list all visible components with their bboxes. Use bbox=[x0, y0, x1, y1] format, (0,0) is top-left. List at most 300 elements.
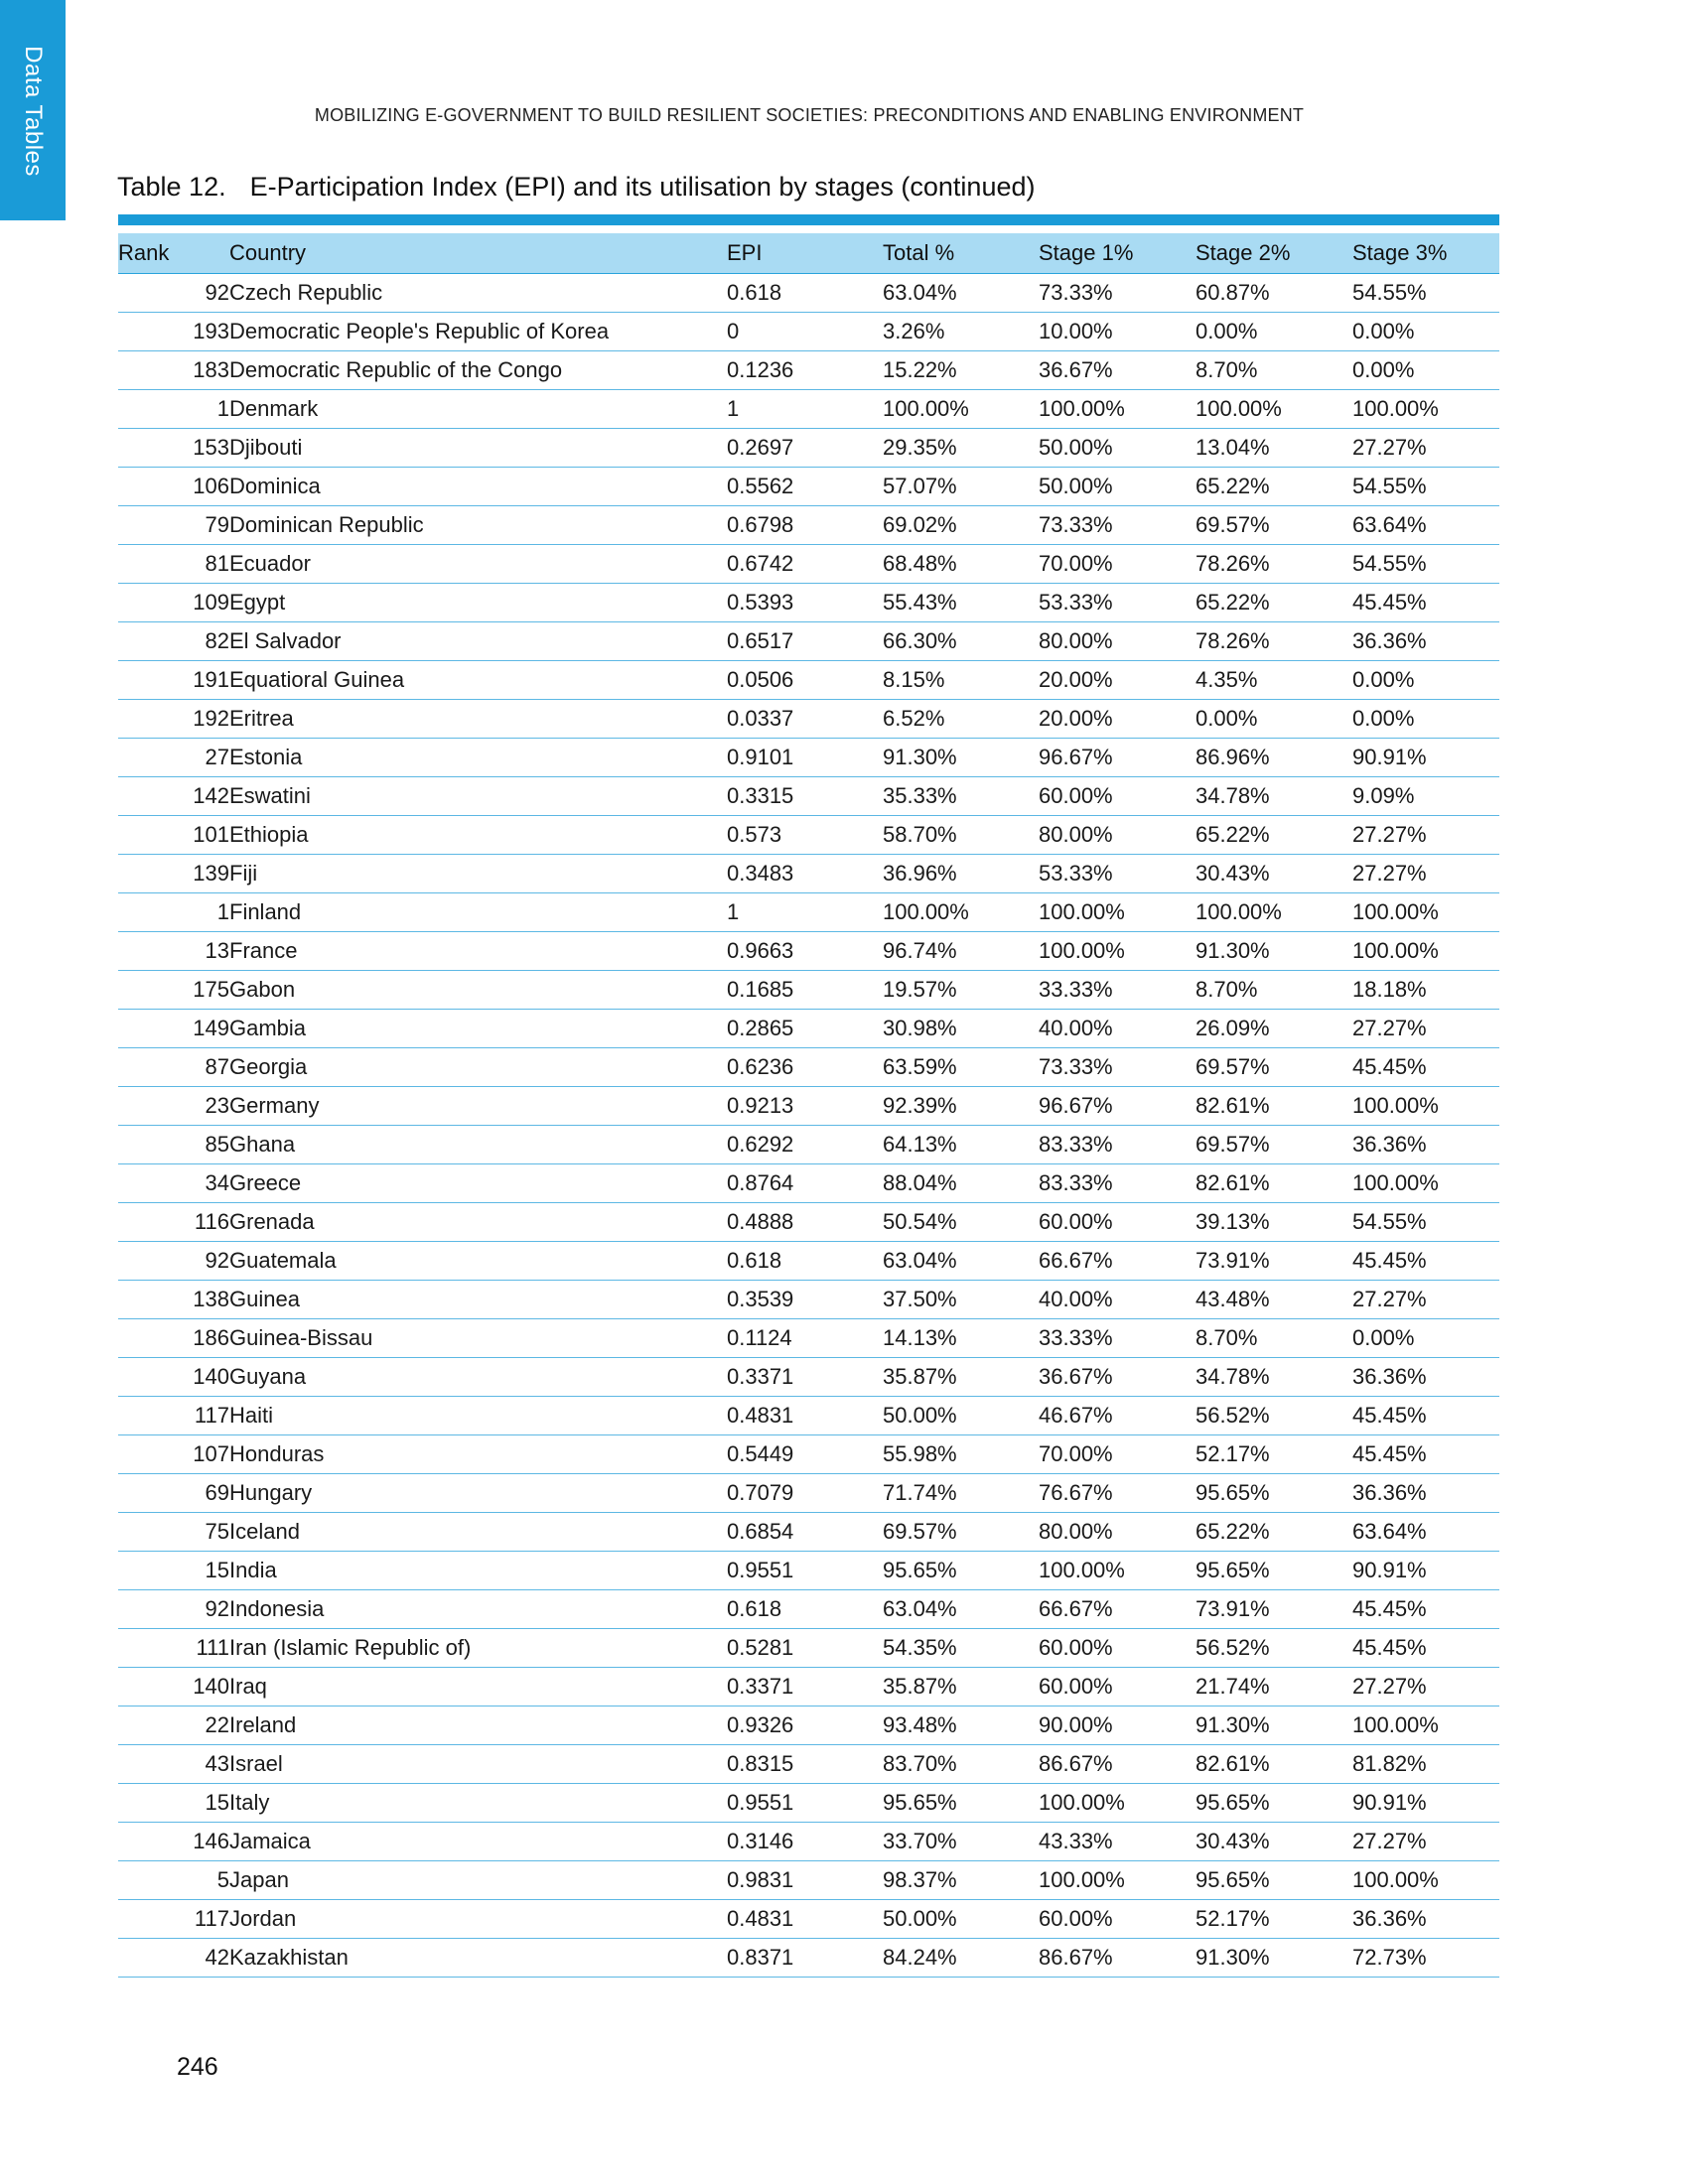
table-row bbox=[118, 1319, 1499, 1358]
table-row bbox=[118, 971, 1499, 1010]
stage-3-cell: 45.45% bbox=[1352, 584, 1499, 622]
stage-1-cell: 66.67% bbox=[1039, 1242, 1196, 1281]
country-cell: Ethiopia bbox=[229, 816, 727, 855]
table-row bbox=[118, 1552, 1499, 1590]
country-cell: Ecuador bbox=[229, 545, 727, 584]
country-cell: Hungary bbox=[229, 1474, 727, 1513]
stage-1-cell: 33.33% bbox=[1039, 1319, 1196, 1358]
country-cell: Finland bbox=[229, 893, 727, 932]
table-row bbox=[118, 855, 1499, 893]
stage-3-cell: 9.09% bbox=[1352, 777, 1499, 816]
running-head: MOBILIZING E-GOVERNMENT TO BUILD RESILIENT SOCIETIES: PRECONDITIONS AND ENABLING ENVIRONMENT bbox=[314, 105, 1305, 125]
total-cell: 63.04% bbox=[883, 274, 1039, 313]
rank-cell: 175 bbox=[118, 971, 229, 1010]
table-row bbox=[118, 1242, 1499, 1281]
stage-2-cell: 0.00% bbox=[1196, 313, 1352, 351]
total-cell: 54.35% bbox=[883, 1629, 1039, 1668]
rank-cell: 191 bbox=[118, 661, 229, 700]
table-row bbox=[118, 1590, 1499, 1629]
rank-cell: 1 bbox=[118, 893, 229, 932]
stage-3-cell: 0.00% bbox=[1352, 351, 1499, 390]
table-row bbox=[118, 274, 1499, 313]
stage-1-cell: 60.00% bbox=[1039, 1629, 1196, 1668]
stage-3-cell: 100.00% bbox=[1352, 1706, 1499, 1745]
rank-cell: 149 bbox=[118, 1010, 229, 1048]
epi-cell: 0.573 bbox=[727, 816, 883, 855]
country-cell: Indonesia bbox=[229, 1590, 727, 1629]
rank-cell: 82 bbox=[118, 622, 229, 661]
total-cell: 35.33% bbox=[883, 777, 1039, 816]
total-cell: 15.22% bbox=[883, 351, 1039, 390]
epi-cell: 0.8315 bbox=[727, 1745, 883, 1784]
stage-1-cell: 60.00% bbox=[1039, 777, 1196, 816]
epi-cell: 0.3146 bbox=[727, 1823, 883, 1861]
table-row bbox=[118, 1048, 1499, 1087]
table-row bbox=[118, 932, 1499, 971]
header-country: Country bbox=[229, 233, 727, 274]
country-cell: Czech Republic bbox=[229, 274, 727, 313]
stage-2-cell: 34.78% bbox=[1196, 1358, 1352, 1397]
total-cell: 63.04% bbox=[883, 1242, 1039, 1281]
total-cell: 69.57% bbox=[883, 1513, 1039, 1552]
epi-cell: 0.5281 bbox=[727, 1629, 883, 1668]
table-row bbox=[118, 1164, 1499, 1203]
table-row bbox=[118, 739, 1499, 777]
total-cell: 66.30% bbox=[883, 622, 1039, 661]
epi-cell: 0.5393 bbox=[727, 584, 883, 622]
country-cell: Haiti bbox=[229, 1397, 727, 1435]
table-row bbox=[118, 661, 1499, 700]
country-cell: Kazakhistan bbox=[229, 1939, 727, 1978]
epi-cell: 0.0337 bbox=[727, 700, 883, 739]
stage-1-cell: 20.00% bbox=[1039, 700, 1196, 739]
total-cell: 36.96% bbox=[883, 855, 1039, 893]
table-row bbox=[118, 1823, 1499, 1861]
stage-1-cell: 10.00% bbox=[1039, 313, 1196, 351]
header-stage-1: Stage 1% bbox=[1039, 233, 1196, 274]
total-cell: 71.74% bbox=[883, 1474, 1039, 1513]
total-cell: 50.00% bbox=[883, 1397, 1039, 1435]
table-row bbox=[118, 1629, 1499, 1668]
stage-2-cell: 95.65% bbox=[1196, 1784, 1352, 1823]
section-tab bbox=[0, 0, 66, 220]
epi-cell: 0.618 bbox=[727, 1590, 883, 1629]
stage-2-cell: 56.52% bbox=[1196, 1629, 1352, 1668]
stage-2-cell: 65.22% bbox=[1196, 1513, 1352, 1552]
total-cell: 55.98% bbox=[883, 1435, 1039, 1474]
stage-1-cell: 100.00% bbox=[1039, 932, 1196, 971]
stage-3-cell: 18.18% bbox=[1352, 971, 1499, 1010]
table-row bbox=[118, 1900, 1499, 1939]
total-cell: 88.04% bbox=[883, 1164, 1039, 1203]
stage-3-cell: 100.00% bbox=[1352, 1164, 1499, 1203]
stage-2-cell: 82.61% bbox=[1196, 1087, 1352, 1126]
total-cell: 55.43% bbox=[883, 584, 1039, 622]
stage-1-cell: 100.00% bbox=[1039, 1552, 1196, 1590]
stage-1-cell: 100.00% bbox=[1039, 1861, 1196, 1900]
stage-1-cell: 80.00% bbox=[1039, 816, 1196, 855]
stage-1-cell: 70.00% bbox=[1039, 545, 1196, 584]
country-cell: Guinea bbox=[229, 1281, 727, 1319]
table-row bbox=[118, 1203, 1499, 1242]
table-row bbox=[118, 429, 1499, 468]
rank-cell: 85 bbox=[118, 1126, 229, 1164]
country-cell: Djibouti bbox=[229, 429, 727, 468]
rank-cell: 5 bbox=[118, 1861, 229, 1900]
stage-1-cell: 66.67% bbox=[1039, 1590, 1196, 1629]
total-cell: 50.54% bbox=[883, 1203, 1039, 1242]
rank-cell: 101 bbox=[118, 816, 229, 855]
total-cell: 64.13% bbox=[883, 1126, 1039, 1164]
country-cell: Iceland bbox=[229, 1513, 727, 1552]
header-stage-2: Stage 2% bbox=[1196, 233, 1352, 274]
stage-1-cell: 73.33% bbox=[1039, 1048, 1196, 1087]
stage-2-cell: 34.78% bbox=[1196, 777, 1352, 816]
rank-cell: 92 bbox=[118, 274, 229, 313]
stage-3-cell: 100.00% bbox=[1352, 893, 1499, 932]
rank-cell: 146 bbox=[118, 1823, 229, 1861]
header-total: Total % bbox=[883, 233, 1039, 274]
rank-cell: 117 bbox=[118, 1397, 229, 1435]
total-cell: 33.70% bbox=[883, 1823, 1039, 1861]
stage-2-cell: 8.70% bbox=[1196, 971, 1352, 1010]
total-cell: 8.15% bbox=[883, 661, 1039, 700]
total-cell: 69.02% bbox=[883, 506, 1039, 545]
total-cell: 63.04% bbox=[883, 1590, 1039, 1629]
epi-cell: 0.9101 bbox=[727, 739, 883, 777]
stage-2-cell: 13.04% bbox=[1196, 429, 1352, 468]
stage-3-cell: 45.45% bbox=[1352, 1048, 1499, 1087]
table-row bbox=[118, 1784, 1499, 1823]
total-cell: 93.48% bbox=[883, 1706, 1039, 1745]
total-cell: 84.24% bbox=[883, 1939, 1039, 1978]
epi-cell: 0.9663 bbox=[727, 932, 883, 971]
total-cell: 100.00% bbox=[883, 390, 1039, 429]
stage-3-cell: 36.36% bbox=[1352, 622, 1499, 661]
rank-cell: 27 bbox=[118, 739, 229, 777]
epi-cell: 0.8764 bbox=[727, 1164, 883, 1203]
table-number: Table 12. bbox=[117, 172, 226, 202]
stage-1-cell: 83.33% bbox=[1039, 1164, 1196, 1203]
stage-2-cell: 78.26% bbox=[1196, 622, 1352, 661]
stage-1-cell: 70.00% bbox=[1039, 1435, 1196, 1474]
rank-cell: 81 bbox=[118, 545, 229, 584]
country-cell: France bbox=[229, 932, 727, 971]
country-cell: Democratic People's Republic of Korea bbox=[229, 313, 727, 351]
rank-cell: 15 bbox=[118, 1552, 229, 1590]
stage-1-cell: 90.00% bbox=[1039, 1706, 1196, 1745]
stage-3-cell: 27.27% bbox=[1352, 429, 1499, 468]
stage-3-cell: 54.55% bbox=[1352, 274, 1499, 313]
stage-1-cell: 100.00% bbox=[1039, 1784, 1196, 1823]
total-cell: 37.50% bbox=[883, 1281, 1039, 1319]
stage-1-cell: 80.00% bbox=[1039, 622, 1196, 661]
country-cell: Gambia bbox=[229, 1010, 727, 1048]
stage-3-cell: 45.45% bbox=[1352, 1397, 1499, 1435]
title-rule bbox=[118, 214, 1499, 225]
stage-1-cell: 33.33% bbox=[1039, 971, 1196, 1010]
stage-3-cell: 0.00% bbox=[1352, 1319, 1499, 1358]
rank-cell: 111 bbox=[118, 1629, 229, 1668]
table-row bbox=[118, 700, 1499, 739]
section-tab-label: Data Tables bbox=[20, 46, 47, 177]
total-cell: 96.74% bbox=[883, 932, 1039, 971]
table-row bbox=[118, 468, 1499, 506]
stage-3-cell: 45.45% bbox=[1352, 1629, 1499, 1668]
stage-2-cell: 65.22% bbox=[1196, 816, 1352, 855]
country-cell: Germany bbox=[229, 1087, 727, 1126]
epi-cell: 0.9831 bbox=[727, 1861, 883, 1900]
total-cell: 63.59% bbox=[883, 1048, 1039, 1087]
epi-table bbox=[118, 233, 1499, 1978]
rank-cell: 69 bbox=[118, 1474, 229, 1513]
stage-2-cell: 100.00% bbox=[1196, 893, 1352, 932]
table-row bbox=[118, 1745, 1499, 1784]
stage-2-cell: 65.22% bbox=[1196, 584, 1352, 622]
stage-2-cell: 86.96% bbox=[1196, 739, 1352, 777]
country-cell: Democratic Republic of the Congo bbox=[229, 351, 727, 390]
stage-3-cell: 0.00% bbox=[1352, 313, 1499, 351]
country-cell: Guatemala bbox=[229, 1242, 727, 1281]
stage-2-cell: 78.26% bbox=[1196, 545, 1352, 584]
epi-cell: 1 bbox=[727, 893, 883, 932]
country-cell: Guinea-Bissau bbox=[229, 1319, 727, 1358]
table-row bbox=[118, 1706, 1499, 1745]
epi-cell: 0.6517 bbox=[727, 622, 883, 661]
stage-3-cell: 27.27% bbox=[1352, 1281, 1499, 1319]
header-rank: Rank bbox=[118, 233, 229, 274]
rank-cell: 75 bbox=[118, 1513, 229, 1552]
country-cell: Japan bbox=[229, 1861, 727, 1900]
stage-2-cell: 8.70% bbox=[1196, 351, 1352, 390]
stage-2-cell: 73.91% bbox=[1196, 1590, 1352, 1629]
stage-2-cell: 8.70% bbox=[1196, 1319, 1352, 1358]
epi-cell: 0.9551 bbox=[727, 1552, 883, 1590]
stage-2-cell: 43.48% bbox=[1196, 1281, 1352, 1319]
stage-2-cell: 30.43% bbox=[1196, 855, 1352, 893]
rank-cell: 92 bbox=[118, 1242, 229, 1281]
total-cell: 6.52% bbox=[883, 700, 1039, 739]
epi-cell: 0.6292 bbox=[727, 1126, 883, 1164]
stage-2-cell: 4.35% bbox=[1196, 661, 1352, 700]
table-row bbox=[118, 816, 1499, 855]
table-row bbox=[118, 584, 1499, 622]
country-cell: Dominican Republic bbox=[229, 506, 727, 545]
table-row bbox=[118, 1281, 1499, 1319]
epi-cell: 1 bbox=[727, 390, 883, 429]
epi-cell: 0.3371 bbox=[727, 1358, 883, 1397]
stage-1-cell: 50.00% bbox=[1039, 429, 1196, 468]
stage-3-cell: 45.45% bbox=[1352, 1242, 1499, 1281]
table-row bbox=[118, 313, 1499, 351]
stage-3-cell: 81.82% bbox=[1352, 1745, 1499, 1784]
epi-cell: 0.3483 bbox=[727, 855, 883, 893]
stage-3-cell: 27.27% bbox=[1352, 1823, 1499, 1861]
stage-2-cell: 30.43% bbox=[1196, 1823, 1352, 1861]
epi-cell: 0.6798 bbox=[727, 506, 883, 545]
total-cell: 3.26% bbox=[883, 313, 1039, 351]
table-body bbox=[118, 274, 1499, 1978]
stage-3-cell: 63.64% bbox=[1352, 1513, 1499, 1552]
header-epi: EPI bbox=[727, 233, 883, 274]
stage-3-cell: 36.36% bbox=[1352, 1900, 1499, 1939]
stage-1-cell: 40.00% bbox=[1039, 1281, 1196, 1319]
stage-3-cell: 54.55% bbox=[1352, 1203, 1499, 1242]
table-row bbox=[118, 1513, 1499, 1552]
total-cell: 58.70% bbox=[883, 816, 1039, 855]
rank-cell: 42 bbox=[118, 1939, 229, 1978]
stage-1-cell: 46.67% bbox=[1039, 1397, 1196, 1435]
stage-3-cell: 100.00% bbox=[1352, 1087, 1499, 1126]
stage-1-cell: 100.00% bbox=[1039, 390, 1196, 429]
rank-cell: 139 bbox=[118, 855, 229, 893]
rank-cell: 87 bbox=[118, 1048, 229, 1087]
country-cell: Jamaica bbox=[229, 1823, 727, 1861]
rank-cell: 192 bbox=[118, 700, 229, 739]
country-cell: Ghana bbox=[229, 1126, 727, 1164]
stage-3-cell: 27.27% bbox=[1352, 816, 1499, 855]
country-cell: El Salvador bbox=[229, 622, 727, 661]
rank-cell: 34 bbox=[118, 1164, 229, 1203]
stage-2-cell: 82.61% bbox=[1196, 1164, 1352, 1203]
epi-cell: 0.618 bbox=[727, 1242, 883, 1281]
stage-1-cell: 53.33% bbox=[1039, 584, 1196, 622]
epi-cell: 0.3371 bbox=[727, 1668, 883, 1706]
total-cell: 92.39% bbox=[883, 1087, 1039, 1126]
epi-cell: 0.6236 bbox=[727, 1048, 883, 1087]
rank-cell: 1 bbox=[118, 390, 229, 429]
epi-cell: 0.6742 bbox=[727, 545, 883, 584]
table-row bbox=[118, 1435, 1499, 1474]
stage-1-cell: 60.00% bbox=[1039, 1668, 1196, 1706]
country-cell: India bbox=[229, 1552, 727, 1590]
stage-1-cell: 73.33% bbox=[1039, 274, 1196, 313]
table-row bbox=[118, 1668, 1499, 1706]
stage-3-cell: 36.36% bbox=[1352, 1126, 1499, 1164]
stage-2-cell: 73.91% bbox=[1196, 1242, 1352, 1281]
stage-1-cell: 36.67% bbox=[1039, 1358, 1196, 1397]
stage-2-cell: 95.65% bbox=[1196, 1474, 1352, 1513]
rank-cell: 142 bbox=[118, 777, 229, 816]
stage-3-cell: 63.64% bbox=[1352, 506, 1499, 545]
rank-cell: 138 bbox=[118, 1281, 229, 1319]
epi-cell: 0.2697 bbox=[727, 429, 883, 468]
stage-1-cell: 96.67% bbox=[1039, 739, 1196, 777]
stage-2-cell: 69.57% bbox=[1196, 1048, 1352, 1087]
stage-3-cell: 54.55% bbox=[1352, 468, 1499, 506]
stage-3-cell: 54.55% bbox=[1352, 545, 1499, 584]
rank-cell: 140 bbox=[118, 1358, 229, 1397]
stage-2-cell: 69.57% bbox=[1196, 1126, 1352, 1164]
table-row bbox=[118, 1861, 1499, 1900]
total-cell: 50.00% bbox=[883, 1900, 1039, 1939]
rank-cell: 22 bbox=[118, 1706, 229, 1745]
table-row bbox=[118, 1474, 1499, 1513]
table-row bbox=[118, 1010, 1499, 1048]
stage-3-cell: 90.91% bbox=[1352, 1784, 1499, 1823]
stage-3-cell: 0.00% bbox=[1352, 700, 1499, 739]
country-cell: Fiji bbox=[229, 855, 727, 893]
epi-cell: 0.5449 bbox=[727, 1435, 883, 1474]
stage-2-cell: 95.65% bbox=[1196, 1552, 1352, 1590]
rank-cell: 117 bbox=[118, 1900, 229, 1939]
epi-cell: 0.7079 bbox=[727, 1474, 883, 1513]
epi-cell: 0.618 bbox=[727, 274, 883, 313]
epi-cell: 0.0506 bbox=[727, 661, 883, 700]
rank-cell: 140 bbox=[118, 1668, 229, 1706]
stage-1-cell: 60.00% bbox=[1039, 1900, 1196, 1939]
total-cell: 95.65% bbox=[883, 1784, 1039, 1823]
stage-3-cell: 45.45% bbox=[1352, 1590, 1499, 1629]
epi-cell: 0.9326 bbox=[727, 1706, 883, 1745]
total-cell: 35.87% bbox=[883, 1358, 1039, 1397]
epi-cell: 0.4831 bbox=[727, 1900, 883, 1939]
stage-2-cell: 91.30% bbox=[1196, 1706, 1352, 1745]
stage-2-cell: 39.13% bbox=[1196, 1203, 1352, 1242]
table-row bbox=[118, 1397, 1499, 1435]
country-cell: Italy bbox=[229, 1784, 727, 1823]
stage-2-cell: 91.30% bbox=[1196, 1939, 1352, 1978]
stage-1-cell: 83.33% bbox=[1039, 1126, 1196, 1164]
stage-1-cell: 73.33% bbox=[1039, 506, 1196, 545]
country-cell: Guyana bbox=[229, 1358, 727, 1397]
epi-cell: 0.3539 bbox=[727, 1281, 883, 1319]
total-cell: 100.00% bbox=[883, 893, 1039, 932]
country-cell: Dominica bbox=[229, 468, 727, 506]
country-cell: Greece bbox=[229, 1164, 727, 1203]
table-row bbox=[118, 777, 1499, 816]
stage-2-cell: 95.65% bbox=[1196, 1861, 1352, 1900]
stage-2-cell: 26.09% bbox=[1196, 1010, 1352, 1048]
epi-cell: 0.3315 bbox=[727, 777, 883, 816]
stage-2-cell: 65.22% bbox=[1196, 468, 1352, 506]
header-stage-3: Stage 3% bbox=[1352, 233, 1499, 274]
stage-3-cell: 90.91% bbox=[1352, 1552, 1499, 1590]
stage-3-cell: 45.45% bbox=[1352, 1435, 1499, 1474]
stage-2-cell: 69.57% bbox=[1196, 506, 1352, 545]
stage-1-cell: 96.67% bbox=[1039, 1087, 1196, 1126]
table-row bbox=[118, 390, 1499, 429]
epi-cell: 0 bbox=[727, 313, 883, 351]
epi-cell: 0.9551 bbox=[727, 1784, 883, 1823]
stage-3-cell: 90.91% bbox=[1352, 739, 1499, 777]
rank-cell: 186 bbox=[118, 1319, 229, 1358]
total-cell: 68.48% bbox=[883, 545, 1039, 584]
stage-1-cell: 60.00% bbox=[1039, 1203, 1196, 1242]
stage-1-cell: 86.67% bbox=[1039, 1939, 1196, 1978]
total-cell: 95.65% bbox=[883, 1552, 1039, 1590]
stage-3-cell: 27.27% bbox=[1352, 1668, 1499, 1706]
table-row bbox=[118, 1939, 1499, 1978]
epi-cell: 0.2865 bbox=[727, 1010, 883, 1048]
stage-2-cell: 21.74% bbox=[1196, 1668, 1352, 1706]
rank-cell: 116 bbox=[118, 1203, 229, 1242]
total-cell: 35.87% bbox=[883, 1668, 1039, 1706]
country-cell: Iran (Islamic Republic of) bbox=[229, 1629, 727, 1668]
rank-cell: 193 bbox=[118, 313, 229, 351]
table-row bbox=[118, 351, 1499, 390]
stage-3-cell: 36.36% bbox=[1352, 1358, 1499, 1397]
stage-2-cell: 91.30% bbox=[1196, 932, 1352, 971]
stage-1-cell: 20.00% bbox=[1039, 661, 1196, 700]
epi-cell: 0.4831 bbox=[727, 1397, 883, 1435]
stage-2-cell: 52.17% bbox=[1196, 1900, 1352, 1939]
stage-2-cell: 100.00% bbox=[1196, 390, 1352, 429]
table-title bbox=[117, 172, 1036, 203]
rank-cell: 92 bbox=[118, 1590, 229, 1629]
total-cell: 83.70% bbox=[883, 1745, 1039, 1784]
page-number: 246 bbox=[177, 2053, 218, 2081]
